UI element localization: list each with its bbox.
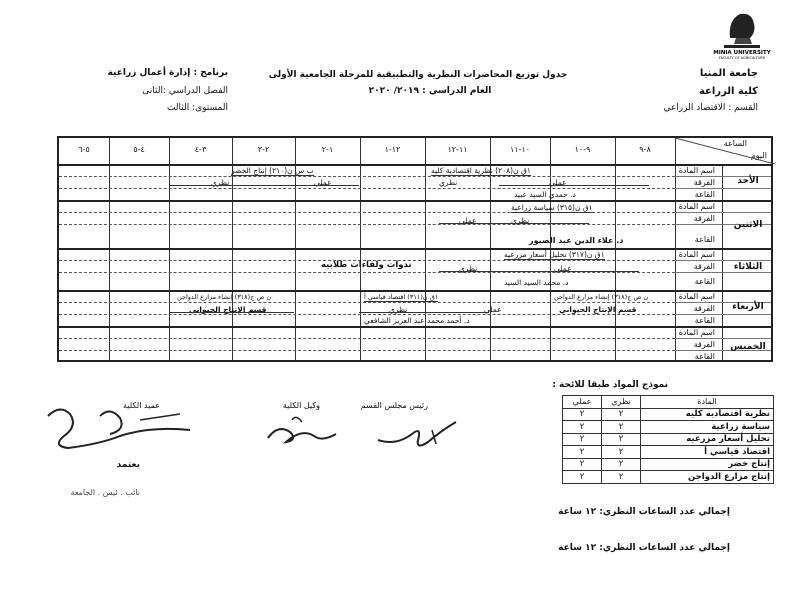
monday-lecturer: د. علاء الدين عبد الصبور [529, 236, 624, 245]
monday-subject: ١ق ن(٣١٥) سياسة زراعية [511, 203, 593, 212]
wednesday-subject-3: ن ص ج(٣١٨) إنشاء مزارع الدواجن [177, 293, 272, 301]
hour-header: الساعة [723, 139, 747, 148]
row-label-room: القاعة [694, 316, 715, 325]
semester: الفصل الدراسي :الثانى [142, 86, 228, 96]
monday-type-a: نظري [511, 216, 530, 225]
day-thursday: الخميس [730, 342, 766, 352]
day-header: اليوم [750, 151, 767, 160]
sunday-type-c: عملي [314, 178, 332, 187]
faculty-name: كلية الزراعة [698, 86, 758, 97]
row-label-group: الفرقة [693, 304, 715, 313]
wednesday-dept-1: قسم الإنتاج الحيواني [559, 305, 637, 314]
course-row: إنتاج خضر ٢ ٢ [563, 458, 774, 471]
approve-label: يعتمد [116, 460, 140, 470]
svg-text:FACULTY OF AGRICULTURE: FACULTY OF AGRICULTURE [718, 56, 766, 60]
row-label-group: الفرقة [693, 178, 715, 187]
slot-4-5: ٤-٥ [133, 145, 145, 154]
tuesday-subject: ١ق ن(٣١٧) تحليل أسعار مزرعيه [504, 250, 605, 259]
row-label-group: الفرقة [693, 262, 715, 271]
row-label-subject: اسم المادة [678, 166, 715, 175]
course-row: اقتصاد قياسي أ ٢ ٢ [563, 446, 774, 459]
dean-label: عميد الكلية [123, 401, 160, 410]
program-name: برنامج : إدارة أعمال زراعية [107, 68, 228, 78]
day-wednesday: الأربعاء [732, 302, 764, 312]
row-label-subject: اسم المادة [678, 292, 715, 301]
courses-header-practical: عملي [563, 396, 602, 409]
day-sunday: الأحد [737, 176, 759, 186]
slot-12-1: ١٢-١ [384, 145, 401, 154]
courses-table [562, 395, 774, 484]
total-hours-2: إجمالي عدد الساعات النظري: ١٢ ساعة [558, 543, 730, 553]
slot-3-4: ٣-٤ [194, 145, 207, 154]
sunday-subject-1: ١ق ن(٢٠٨) نظرية اقتصادية كليه [431, 166, 531, 175]
courses-title: نموذج المواد طبقا للائحة : [552, 380, 668, 390]
svg-text:MINIA UNIVERSITY: MINIA UNIVERSITY [713, 50, 771, 56]
day-tuesday: الثلاثاء [733, 262, 763, 272]
schedule-title: جدول توزيع المحاضرات النظرية والتطبيقية للمرحلة الجامعية الأولى [268, 70, 568, 80]
wednesday-type-b: نظري [389, 305, 408, 314]
courses-header-row [563, 396, 774, 409]
tuesday-lecturer: د. محمد السيد السيد [504, 278, 569, 287]
row-label-subject: اسم المادة [678, 202, 715, 211]
vice-dean-label: وكيل الكلية [282, 401, 320, 410]
tuesday-note: ندوات ولقاءات طلابيه [321, 260, 412, 270]
course-row: سياسة زراعية ٢ ٢ [563, 421, 774, 434]
dept-head-label: رئيس مجلس القسم [360, 401, 428, 410]
day-monday: الاثنين [733, 220, 763, 230]
university-seal-icon [706, 8, 778, 60]
row-label-group: الفرقة [693, 214, 715, 223]
sunday-type-b: نظري [439, 178, 458, 187]
wednesday-type-a: عملي [484, 305, 502, 314]
slot-1-2: ١-٢ [321, 145, 334, 154]
row-label-room: القاعة [694, 352, 715, 361]
course-row: تحليل أسعار مزرعيه ٢ ٢ [563, 433, 774, 446]
row-label-room: القاعة [694, 277, 715, 286]
monday-type-b: عملي [459, 216, 477, 225]
slot-5-6: ٥-٦ [78, 145, 90, 154]
wednesday-lecturer: د. أحمد محمد عبد العزيز الشافعي [364, 316, 470, 325]
tuesday-type-a: عملي [554, 264, 572, 273]
academic-year: العام الدراسي : ٢٠١٩/ ٢٠٢٠ [368, 86, 492, 96]
wednesday-subject-1: ن ص ج(٣١٨) إنشاء مزارع الدواجن [554, 293, 649, 301]
tuesday-type-b: نظري [459, 264, 478, 273]
sunday-type-a: عملي [549, 178, 567, 187]
vice-president-label: نائب . ئيس . الجامعة [70, 488, 140, 497]
slot-10-11: ١٠-١١ [509, 145, 531, 154]
dept-head-signature [372, 410, 462, 460]
row-label-subject: اسم المادة [678, 250, 715, 259]
sunday-subject-2: ب س ن(٢١٠) إنتاج الخضر [231, 166, 314, 175]
vice-dean-signature [262, 410, 342, 454]
slot-9-10: ٩-١٠ [574, 145, 591, 154]
row-label-room: القاعة [694, 235, 715, 244]
wednesday-dept-2: قسم الإنتاج الحيواني [189, 305, 267, 314]
university-logo [706, 8, 778, 60]
row-label-room: القاعة [694, 190, 715, 199]
courses-header-theory: نظري [602, 396, 641, 409]
level: المستوى: الثالث [166, 103, 228, 113]
schedule-grid [57, 136, 773, 362]
university-name: جامعة المنيا [699, 68, 758, 79]
sunday-type-d: نظري [211, 178, 230, 187]
courses-header-subject: المادة [641, 396, 774, 409]
course-row: نظرية اقتصاديه كليه ٢ ٢ [563, 408, 774, 421]
slot-11-12: ١١-١٢ [447, 145, 468, 154]
course-row: إنتاج مزارع الدواجن ٢ ٢ [563, 471, 774, 484]
row-label-subject: اسم المادة [678, 328, 715, 337]
dean-signature [40, 396, 200, 470]
wednesday-subject-2: ١ق ن(٣١١) اقتصاد قياسي أ [364, 293, 439, 301]
department-name: القسم : الاقتصاد الزراعي [663, 103, 758, 113]
slot-8-9: ٨-٩ [639, 145, 651, 154]
row-label-group: الفرقة [693, 340, 715, 349]
slot-2-3: ٢-٣ [257, 145, 270, 154]
sunday-lecturer: د. حمدي السيد عبيد [514, 190, 576, 199]
total-hours-1: إجمالي عدد الساعات النظري: ١٢ ساعة [558, 507, 730, 517]
